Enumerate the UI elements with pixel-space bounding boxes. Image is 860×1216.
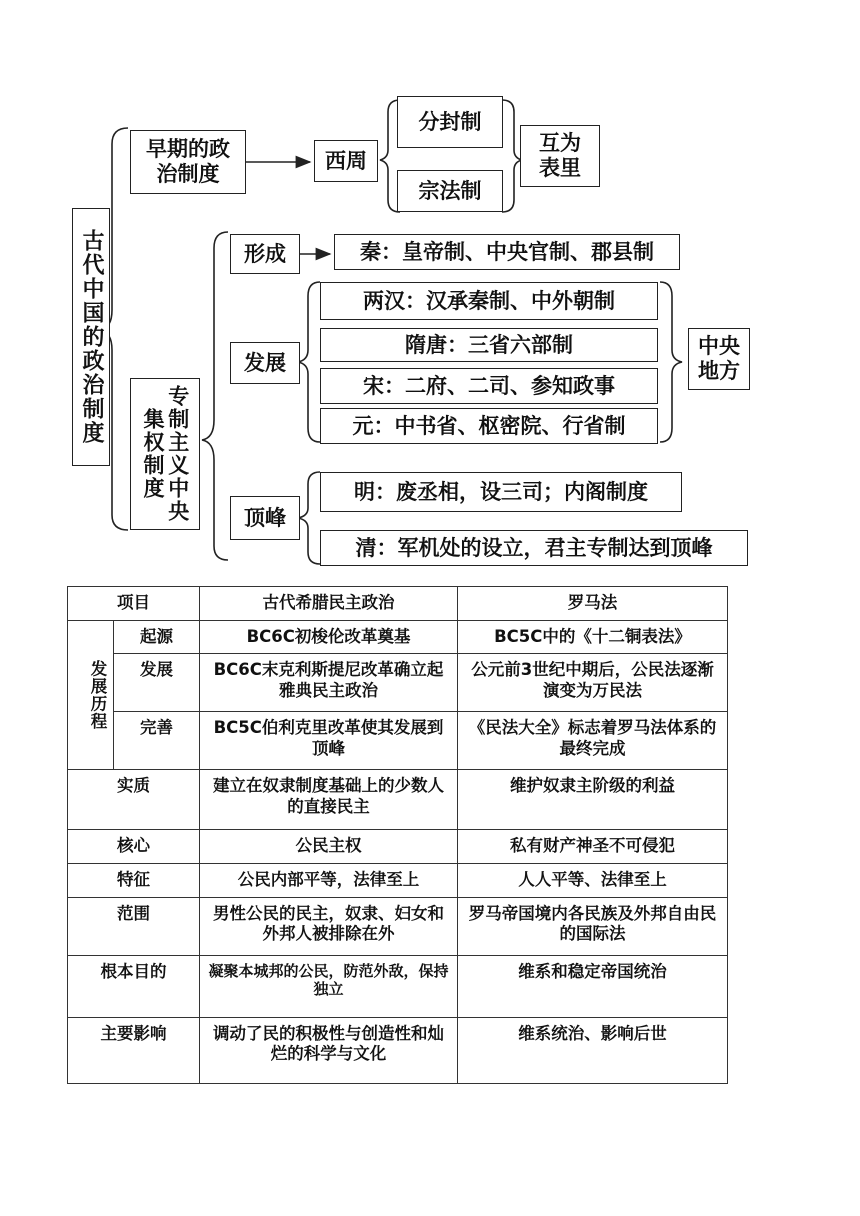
header-greece: 古代希腊民主政治 [200,587,458,621]
root-node: 古代中国的政治制度 [72,208,110,466]
cell-rome: 人人平等、法律至上 [458,863,728,897]
cell-greece: BC6C初梭伦改革奠基 [200,620,458,654]
despot-brace [202,232,228,560]
cell-greece: 凝聚本城邦的公民，防范外敌，保持独立 [200,955,458,1017]
song-node: 宋：二府、二司、参知政事 [320,368,658,404]
xizhou-node: 西周 [314,140,378,182]
row-label: 范围 [68,897,200,955]
suitang-node: 隋唐：三省六部制 [320,328,658,362]
fazhan-brace [298,282,320,442]
table-row [68,897,728,955]
table-row [68,863,728,897]
zhongyang-node: 中央地方 [688,328,750,390]
cell-greece: BC5C伯利克里改革使其发展到顶峰 [200,712,458,770]
row-label: 完善 [114,712,200,770]
despot-node: 专制主义中央集权制度 [130,378,200,530]
dingfeng-brace [298,472,320,564]
table-row [68,770,728,830]
cell-greece: 调动了民的积极性与创造性和灿烂的科学与文化 [200,1017,458,1083]
row-label: 发展 [114,654,200,712]
cell-greece: BC6C末克利斯提尼改革确立起雅典民主政治 [200,654,458,712]
table-row [68,620,728,654]
ming-node: 明：废丞相，设三司；内阁制度 [320,472,682,512]
cell-greece: 男性公民的民主，奴隶、妇女和外邦人被排除在外 [200,897,458,955]
cell-rome: 《民法大全》标志着罗马法体系的最终完成 [458,712,728,770]
header-item: 项目 [68,587,200,621]
cell-rome: 罗马帝国境内各民族及外邦自由民的国际法 [458,897,728,955]
row-label: 根本目的 [68,955,200,1017]
yuan-node: 元：中书省、枢密院、行省制 [320,408,658,444]
cell-greece: 公民内部平等，法律至上 [200,863,458,897]
cell-rome: 私有财产神圣不可侵犯 [458,830,728,864]
xingcheng-node: 形成 [230,234,300,274]
qing-node: 清：军机处的设立，君主专制达到顶峰 [320,530,748,566]
cell-rome: 维系统治、影响后世 [458,1017,728,1083]
row-label: 主要影响 [68,1017,200,1083]
huwei-node: 互为表里 [520,125,600,187]
dev-label: 发展历程 [68,620,114,770]
cell-rome: 维护奴隶主阶级的利益 [458,770,728,830]
header-rome: 罗马法 [458,587,728,621]
table-header-row [68,587,728,621]
table-row [68,1017,728,1083]
han-node: 两汉：汉承秦制、中外朝制 [320,282,658,320]
row-label: 特征 [68,863,200,897]
cell-rome: 公元前3世纪中期后，公民法逐渐演变为万民法 [458,654,728,712]
zongfa-node: 宗法制 [397,170,503,212]
qin-node: 秦：皇帝制、中央官制、郡县制 [334,234,680,270]
row-label: 实质 [68,770,200,830]
cell-greece: 公民主权 [200,830,458,864]
table-row [68,955,728,1017]
dingfeng-node: 顶峰 [230,496,300,540]
cell-greece: 建立在奴隶制度基础上的少数人的直接民主 [200,770,458,830]
row-label: 核心 [68,830,200,864]
fazhan-node: 发展 [230,342,300,384]
row-label: 起源 [114,620,200,654]
huwei-brace [502,100,522,212]
table-row [68,830,728,864]
early-node: 早期的政治制度 [130,130,246,194]
zhongyang-brace [660,282,682,442]
table-row [68,712,728,770]
fenfeng-node: 分封制 [397,96,503,148]
comparison-table [67,586,728,1084]
cell-rome: 维系和稳定帝国统治 [458,955,728,1017]
cell-rome: BC5C中的《十二铜表法》 [458,620,728,654]
table-row [68,654,728,712]
